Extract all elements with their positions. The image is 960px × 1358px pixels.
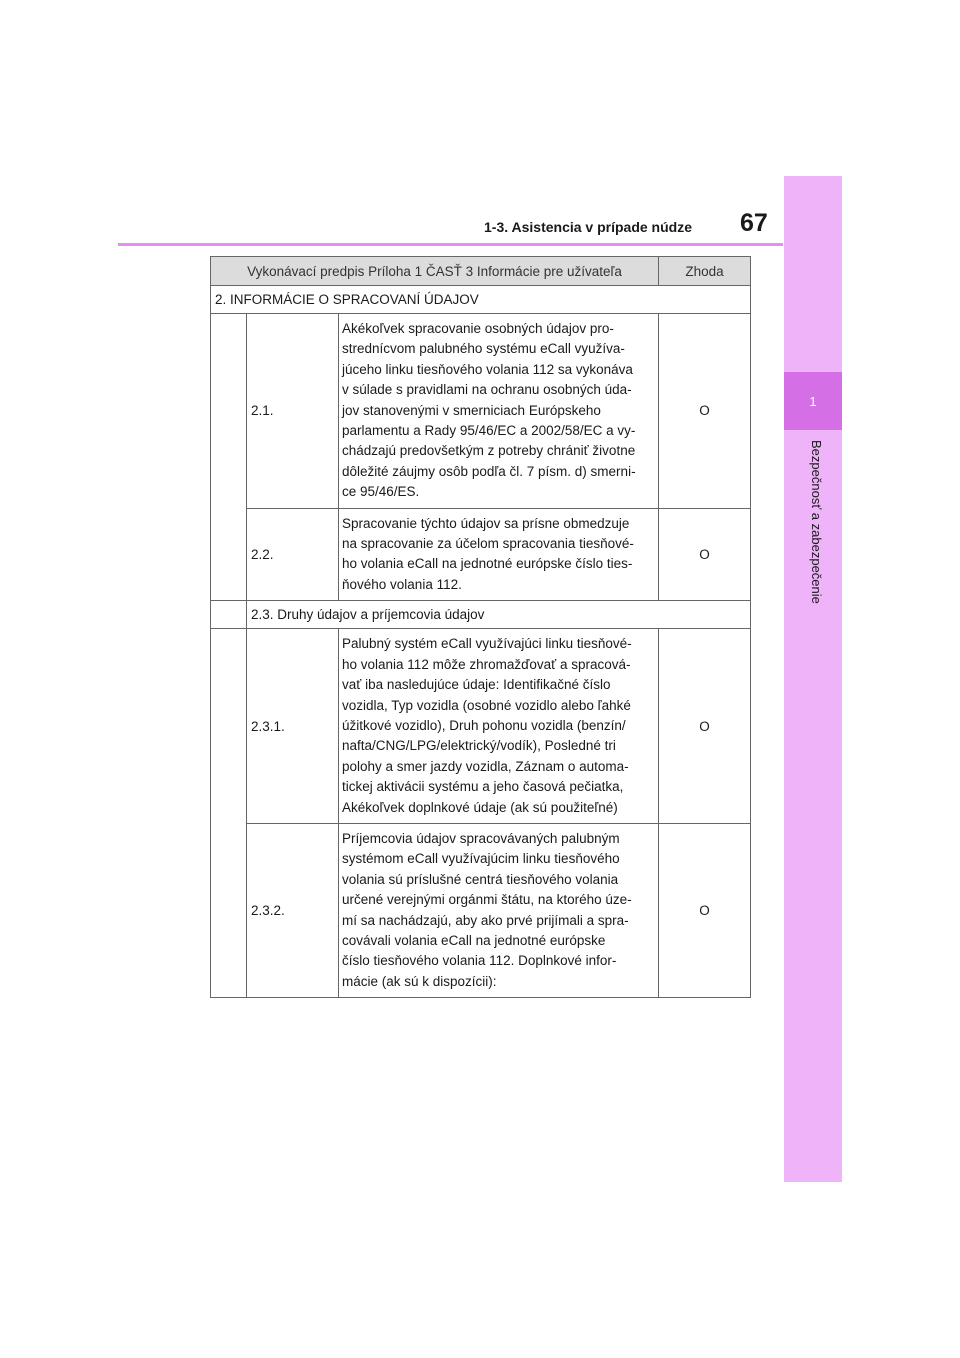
section-header-title: 1-3. Asistencia v prípade núdze xyxy=(484,219,692,235)
section-title: 2. INFORMÁCIE O SPRACOVANÍ ÚDAJOV xyxy=(211,286,751,314)
text-line: Akékoľvek spracovanie osobných údajov pro- xyxy=(342,321,614,336)
row-number: 2.2. xyxy=(247,508,339,601)
column-header-agreement: Zhoda xyxy=(659,257,751,286)
header-divider xyxy=(118,243,783,246)
row-description xyxy=(339,629,659,824)
text-line: určené verejnými orgánmi štátu, na ktorého úze- xyxy=(342,892,632,908)
row-agreement: O xyxy=(659,314,751,509)
table-row xyxy=(211,823,751,997)
chapter-title: Bezpečnosť a zabezpečenie xyxy=(809,440,824,604)
text-line: jov stanovenými v smerniciach Európskeho xyxy=(342,402,601,418)
chapter-number: 1 xyxy=(809,393,817,409)
row-number: 2.3.2. xyxy=(247,823,339,997)
indent-cell xyxy=(211,629,247,998)
indent-cell xyxy=(211,314,247,601)
row-agreement: O xyxy=(659,629,751,824)
text-line: Akékoľvek doplnkové údaje (ak sú použiteľné) xyxy=(342,799,618,815)
text-line: mácie (ak sú k dispozícii): xyxy=(342,973,497,989)
text-line: systémom eCall využívajúcim linku tiesňového xyxy=(342,851,620,867)
text-line: mí sa nachádzajú, aby ako prvé prijímali a spra- xyxy=(342,912,629,928)
text-line: dôležité záujmy osôb podľa čl. 7 písm. d) smerni- xyxy=(342,463,636,479)
text-line: chádzajú predovšetkým z potreby chrániť životne xyxy=(342,443,636,459)
text-line: úžitkové vozidlo), Druh pohonu vozidla (benzín/ xyxy=(342,717,626,733)
text-line: Spracovanie týchto údajov sa prísne obmedzuje xyxy=(342,515,630,531)
row-agreement: O xyxy=(659,508,751,601)
text-line: ho volania eCall na jednotné európske číslo ties- xyxy=(342,556,633,572)
text-line: nafta/CNG/LPG/elektrický/vodík), Posledné tri xyxy=(342,738,616,754)
indent-cell xyxy=(211,601,247,629)
section-row xyxy=(211,601,751,629)
row-number: 2.3.1. xyxy=(247,629,339,824)
text-line: ňového volania 112. xyxy=(342,576,462,592)
text-line: tickej aktivácii systému a jeho časová pečiatka, xyxy=(342,779,624,795)
table-row xyxy=(211,629,751,824)
row-number: 2.1. xyxy=(247,314,339,509)
text-line: Palubný systém eCall využívajúci linku tiesňové- xyxy=(342,636,632,652)
text-line: júceho linku tiesňového volania 112 sa vykonáva xyxy=(342,361,633,377)
text-line: vozidla, Typ vozidla (osobné vozidlo alebo ľahké xyxy=(342,697,631,713)
text-line: ce 95/46/ES. xyxy=(342,484,420,500)
text-line: v súlade s pravidlami na ochranu osobných úda- xyxy=(342,382,632,398)
text-line: polohy a smer jazdy vozidla, Záznam o automa- xyxy=(342,758,629,774)
section-row xyxy=(211,286,751,314)
text-line: ho volania 112 môže zhromažďovať a spracová- xyxy=(342,656,631,672)
section-title: 2.3. Druhy údajov a príjemcovia údajov xyxy=(247,601,751,629)
text-line: vať iba nasledujúce údaje: Identifikačné číslo xyxy=(342,677,611,693)
text-line: covávali volania eCall na jednotné európske xyxy=(342,932,606,948)
table-header-row xyxy=(211,257,751,286)
text-line: Príjemcovia údajov spracovávaných palubným xyxy=(342,830,620,846)
row-description xyxy=(339,823,659,997)
chapter-tab[interactable] xyxy=(784,372,842,430)
text-line: číslo tiesňového volania 112. Doplnkové infor- xyxy=(342,953,617,969)
row-description xyxy=(339,508,659,601)
row-agreement: O xyxy=(659,823,751,997)
column-header-regulation: Vykonávací predpis Príloha 1 ČASŤ 3 Informácie pre užívateľa xyxy=(211,257,659,286)
text-line: volania sú príslušné centrá tiesňového volania xyxy=(342,871,619,887)
text-line: parlamentu a Rady 95/46/EC a 2002/58/EC a vy- xyxy=(342,423,636,439)
text-line: na spracovanie za účelom spracovania tiesňové- xyxy=(342,536,634,552)
table-row xyxy=(211,314,751,509)
page-number: 67 xyxy=(740,209,768,237)
text-line: strednícvom palubného systému eCall využíva- xyxy=(342,341,625,357)
table-row xyxy=(211,508,751,601)
info-table xyxy=(210,256,751,998)
row-description xyxy=(339,314,659,509)
